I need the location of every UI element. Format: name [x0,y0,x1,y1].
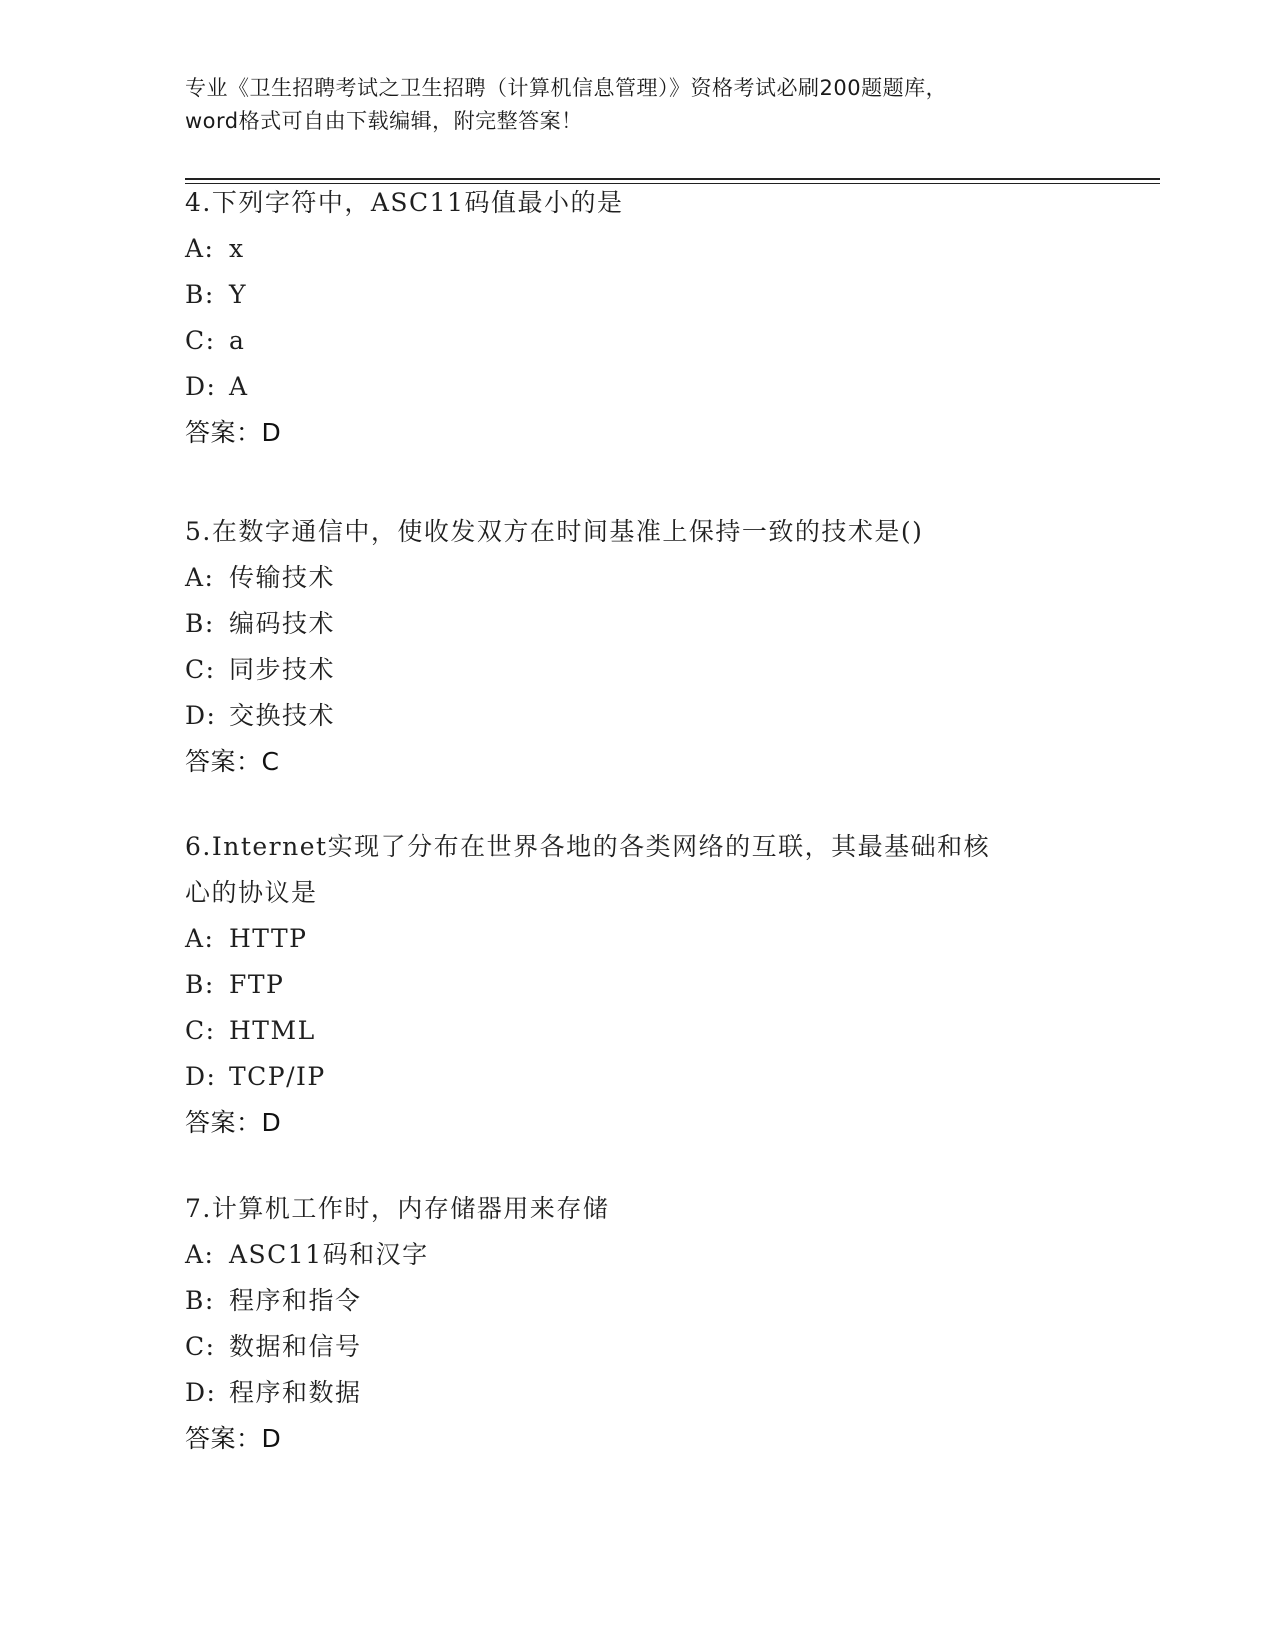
option-a [185,555,1085,601]
option-text: 同步技术 [229,655,336,684]
option-letter: C: [185,326,216,355]
option-text: 传输技术 [229,563,336,592]
question-5 [185,509,1085,785]
option-letter: D: [185,1378,217,1407]
option-text: 编码技术 [229,609,336,638]
option-text: HTML [229,1016,316,1045]
option-d [185,364,1085,410]
option-c [185,1324,1085,1370]
option-text: ASC11码和汉字 [229,1240,429,1269]
option-b [185,1278,1085,1324]
option-letter: B: [185,280,215,309]
option-letter: A: [185,563,215,592]
answer-line: 答案：D [185,1108,282,1137]
option-letter: C: [185,1016,216,1045]
header-line-1: 专业《卫生招聘考试之卫生招聘（计算机信息管理）》资格考试必刷200题题库， [185,76,948,100]
option-text: TCP/IP [229,1062,326,1091]
option-text: x [229,234,245,263]
option-letter: B: [185,609,215,638]
option-text: Y [229,280,248,309]
question-stem-line-2: 心的协议是 [185,878,318,907]
option-letter: B: [185,970,215,999]
option-b [185,272,1085,318]
option-letter: B: [185,1286,215,1315]
option-text: 程序和指令 [229,1286,362,1315]
option-text: 交换技术 [229,701,336,730]
option-letter: C: [185,655,216,684]
option-letter: A: [185,924,215,953]
option-d [185,1370,1085,1416]
option-b [185,601,1085,647]
question-7 [185,1186,1085,1462]
answer-line: 答案：D [185,1424,282,1453]
question-stem: 7.计算机工作时，内存储器用来存储 [185,1194,610,1223]
option-d [185,693,1085,739]
answer-line: 答案：D [185,418,282,447]
question-stem-line-1: 6.Internet实现了分布在世界各地的各类网络的互联，其最基础和核 [185,832,991,861]
option-text: a [229,326,246,355]
option-text: A [229,372,249,401]
option-text: 程序和数据 [229,1378,362,1407]
option-b [185,962,1085,1008]
option-letter: D: [185,1062,217,1091]
option-a [185,1232,1085,1278]
option-a [185,226,1085,272]
option-d [185,1054,1085,1100]
option-letter: D: [185,701,217,730]
answer-line: 答案：C [185,747,280,776]
option-letter: D: [185,372,217,401]
option-text: FTP [229,970,285,999]
header-line-2: word格式可自由下载编辑，附完整答案！ [185,109,583,133]
option-c [185,1008,1085,1054]
option-text: 数据和信号 [229,1332,362,1361]
option-text: HTTP [229,924,308,953]
question-4 [185,180,1085,456]
option-a [185,916,1085,962]
option-letter: A: [185,1240,215,1269]
option-c [185,318,1085,364]
question-6 [185,824,1085,1146]
option-letter: A: [185,234,215,263]
question-stem: 4.下列字符中，ASC11码值最小的是 [185,188,624,217]
question-stem: 5.在数字通信中，使收发双方在时间基准上保持一致的技术是() [185,517,924,546]
document-header [185,72,1085,138]
option-letter: C: [185,1332,216,1361]
option-c [185,647,1085,693]
